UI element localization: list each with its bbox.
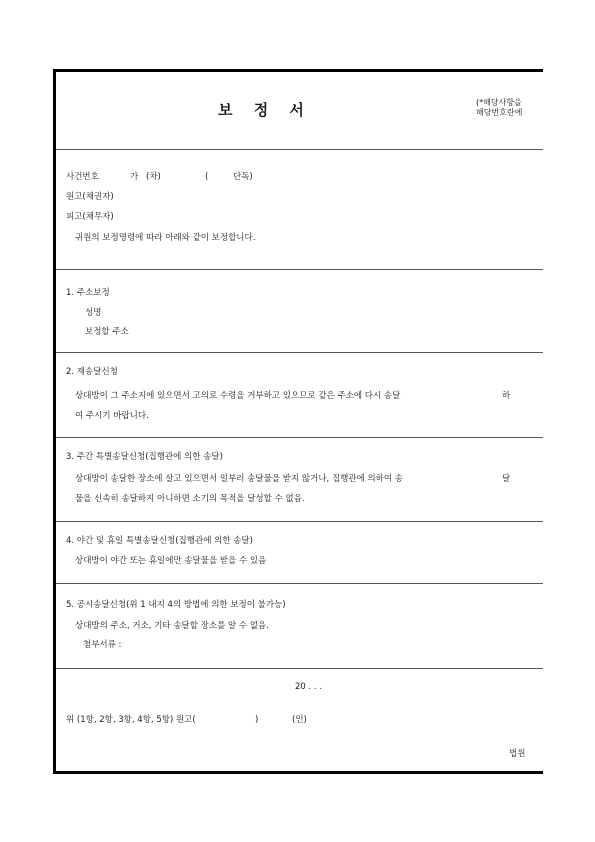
correction-form xyxy=(53,69,543,774)
section-2-line1-tail: 하 xyxy=(502,391,511,401)
case-ga: 가 xyxy=(130,172,139,182)
plaintiff-label: 원고(채권자) xyxy=(66,192,114,202)
section-2-line2: 여 주시기 바랍니다. xyxy=(75,411,149,421)
section-2-line1: 상대방이 그 주소지에 있으면서 고의로 수령을 거부하고 있으므로 같은 주소에 다시 송달 xyxy=(75,391,401,401)
section-3-line1: 상대방이 송달한 장소에 살고 있으면서 일부러 송달물을 받지 않거나, 집행관에 의하여 송 xyxy=(75,474,404,484)
section-4-line1: 상대방이 야간 또는 휴일에만 송달물을 받을 수 있음 xyxy=(75,556,267,566)
section-5-line1: 상대방의 주소, 거소, 기타 송달할 장소를 알 수 없음. xyxy=(75,621,269,631)
date-line: 20 . . . xyxy=(295,682,323,692)
section-3-line2: 물을 신속히 송달하지 아니하면 소기의 목적을 달성할 수 없음. xyxy=(75,494,305,504)
seal-mark: (인) xyxy=(292,715,307,725)
divider-3 xyxy=(56,437,543,438)
section-2-title: 2. 재송달신청 xyxy=(66,367,118,377)
section-1-title: 1. 주소보정 xyxy=(66,288,110,298)
section-3-title: 3. 주간 특별송달신청(집행관에 의한 송달) xyxy=(66,452,223,462)
divider-2 xyxy=(56,352,543,353)
instruction-note-line1: (*해당사항을 xyxy=(476,98,522,107)
attachments-label: 첨부서류 : xyxy=(83,640,122,650)
intro-text: 귀원의 보정명령에 따라 아래와 같이 보정합니다. xyxy=(75,233,256,243)
case-number-label: 사건번호 xyxy=(66,172,99,182)
defendant-label: 피고(채무자) xyxy=(66,212,114,222)
section-3-line1-tail: 달 xyxy=(502,474,511,484)
section-1-address: 보정할 주소 xyxy=(85,327,129,337)
divider-4 xyxy=(56,521,543,522)
instruction-note-line2: 해당번호란에 xyxy=(476,108,523,117)
divider-1 xyxy=(56,269,543,270)
case-single-judge: 단독) xyxy=(233,172,253,182)
signature-close-paren: ) xyxy=(255,715,259,725)
divider-6 xyxy=(56,668,543,669)
section-4-title: 4. 야간 및 휴일 특별송달신청(집행관에 의한 송달) xyxy=(66,536,253,546)
divider-5 xyxy=(56,583,543,584)
section-1-name: 성명 xyxy=(85,308,102,318)
signature-line: 위 (1항, 2항, 3항, 4항, 5항) 원고( xyxy=(66,715,196,725)
court-label: 법원 xyxy=(509,749,526,759)
divider-header xyxy=(56,149,543,150)
case-paren: ( xyxy=(205,172,209,182)
case-cha: (차) xyxy=(146,172,161,182)
page-title: 보 정 서 xyxy=(218,101,312,119)
section-5-title: 5. 공시송달신청(위 1 내지 4의 방법에 의한 보정이 불가능) xyxy=(66,600,286,610)
